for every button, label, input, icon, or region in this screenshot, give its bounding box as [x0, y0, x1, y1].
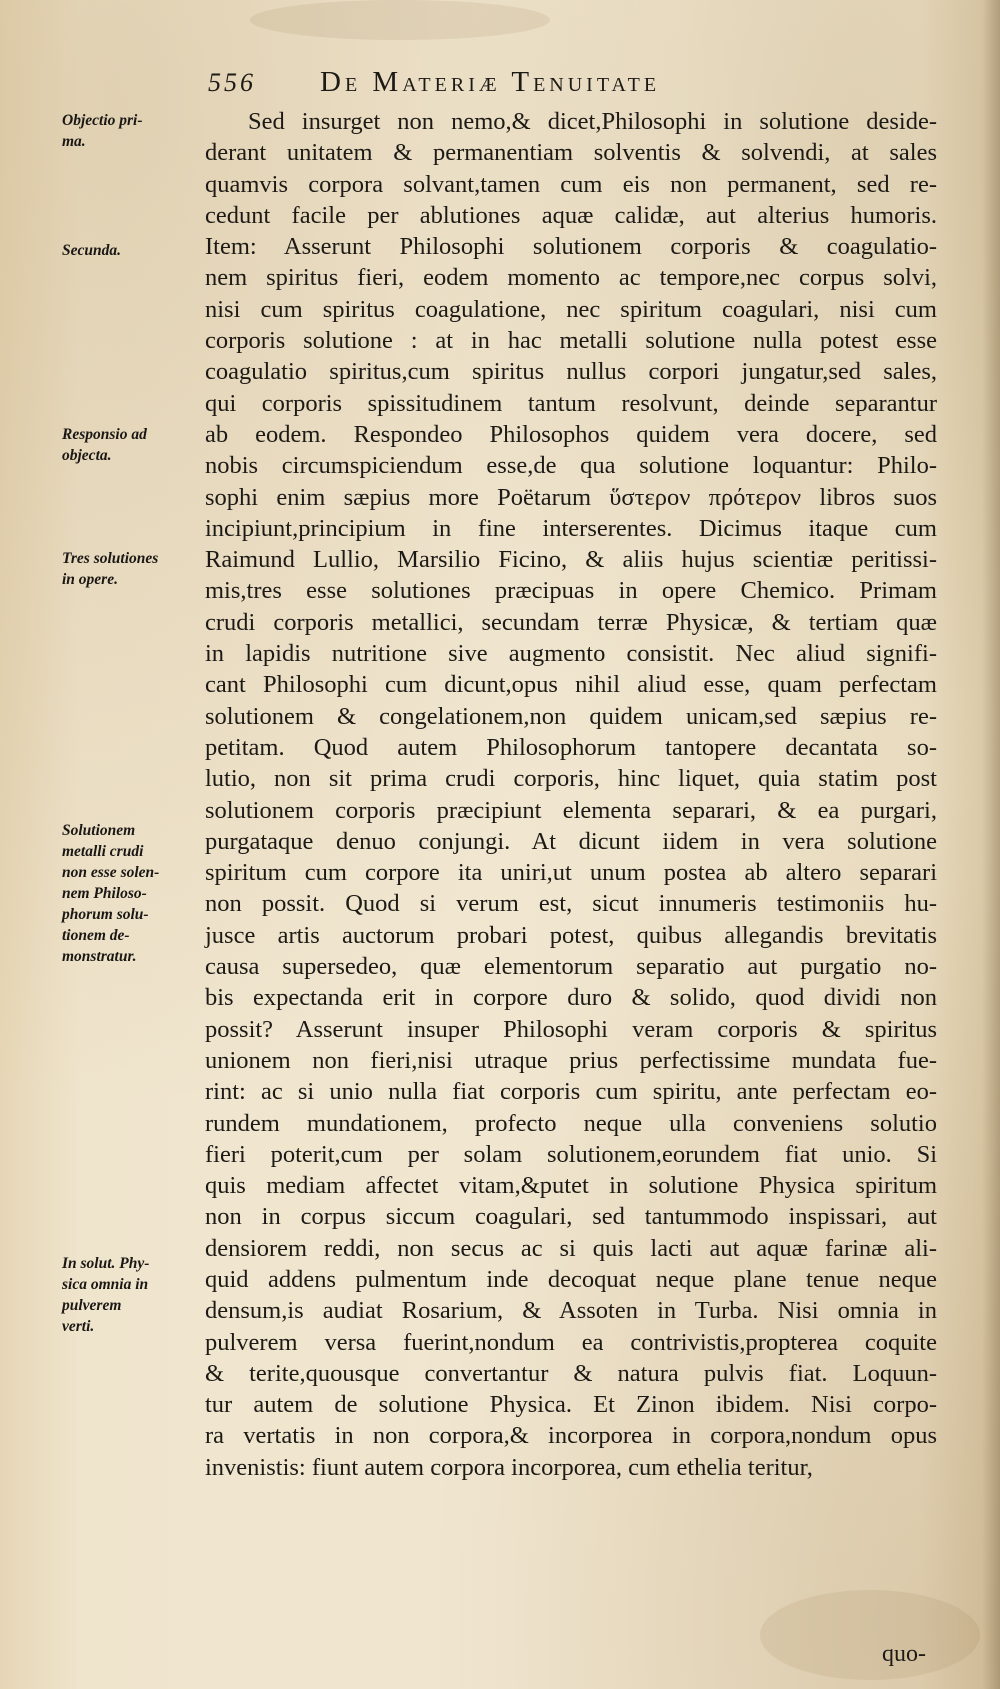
margin-note-line: Responsio ad — [62, 426, 147, 443]
text-line: mis,tres esse solutiones præcipuas in opere Chemico. Primam — [205, 577, 937, 605]
text-line: densum,is audiat Rosarium, & Assoten in Turba. Nisi omnia in — [205, 1297, 937, 1325]
text-line: Item: Asserunt Philosophi solutionem corporis & coagulatio- — [205, 233, 937, 261]
margin-note-line: nem Philoso- — [62, 885, 147, 902]
page-number: 556 — [208, 68, 256, 97]
text-line: quid addens pulmentum inde decoquat neque plane tenue neque — [205, 1265, 937, 1293]
margin-note-line: Secunda. — [62, 242, 121, 259]
margin-note-line: Solutionem — [62, 822, 136, 839]
text-line: unionem non fieri,nisi utraque prius perfectissime mundata fue- — [205, 1046, 937, 1074]
page-header — [208, 66, 828, 106]
text-line: ra vertatis in non corpora,& incorporea in corpora,nondum opus — [205, 1422, 937, 1450]
text-line: jusce artis auctorum probari potest, quibus allegandis brevitatis — [205, 921, 937, 949]
margin-note-line: phorum solu- — [62, 906, 149, 923]
margin-note-line: In solut. Phy- — [62, 1255, 150, 1272]
text-line: lutio, non sit prima crudi corporis, hinc liquet, quia statim post — [205, 765, 937, 793]
text-line: quamvis corpora solvant,tamen cum eis non permanent, sed re- — [205, 170, 937, 198]
text-line: derant unitatem & permanentiam solventis & solvendi, at sales — [205, 139, 937, 167]
running-title: De Materiæ Tenuitate — [320, 66, 661, 98]
margin-note-crude-metal — [62, 820, 198, 967]
text-line: & terite,quousque convertantur & natura pulvis fiat. Loquun- — [205, 1359, 937, 1387]
text-line: in lapidis nutritione sive augmento consistit. Nec aliud signifi- — [205, 640, 937, 668]
text-line: possit? Asserunt insuper Philosophi veram corporis & spiritus — [205, 1015, 937, 1043]
margin-note-second — [62, 240, 198, 261]
text-line: bis expectanda erit in corpore duro & solido, quod dividi non — [205, 984, 937, 1012]
text-line: pulverem versa fuerint,nondum ea contrivistis,propterea coquite — [205, 1328, 937, 1356]
margin-note-line: metalli crudi — [62, 843, 144, 860]
text-line: corporis solutione : at in hac metalli solutione nulla potest esse — [205, 327, 937, 355]
margin-note-line: sica omnia in — [62, 1276, 149, 1293]
text-line: spiritum cum corpore ita uniri,ut unum postea ab altero separari — [205, 859, 937, 887]
margin-note-line: monstratur. — [62, 948, 137, 965]
text-line: Sed insurget non nemo,& dicet,Philosophi in solutione deside- — [248, 108, 937, 135]
text-line: incipiunt,principium in fine interserentes. Dicimus itaque cum — [205, 514, 937, 542]
paper-stain — [760, 1590, 980, 1680]
main-text-block — [205, 106, 937, 1483]
text-line: nem spiritus fieri, eodem momento ac tempore,nec corpus solvi, — [205, 264, 937, 292]
text-line: fieri poterit,cum per solam solutionem,eorundem fiat unio. Si — [205, 1140, 937, 1168]
margin-note-line: Tres solutiones — [62, 550, 159, 567]
text-line: tur autem de solutione Physica. Et Zinon ibidem. Nisi corpo- — [205, 1391, 937, 1419]
text-line: quis mediam affectet vitam,&putet in solutione Physica spiritum — [205, 1172, 937, 1200]
margin-note-line: ma. — [62, 133, 86, 150]
text-line: non in corpus siccum coagulari, sed tantummodo inspissari, aut — [205, 1203, 937, 1231]
text-line: petitam. Quod autem Philosophorum tantopere decantata so- — [205, 733, 937, 761]
margin-note-line: pulverem — [62, 1297, 122, 1314]
text-line: sophi enim sæpius more Poëtarum ὕστερον πρότερον libros suos — [205, 483, 937, 511]
text-line: solutionem corporis præcipiunt elementa separari, & ea purgari, — [205, 796, 937, 824]
text-line: cant Philosophi cum dicunt,opus nihil aliud esse, quam perfectam — [205, 671, 937, 699]
text-line: purgataque denuo conjungi. At dicunt iidem in vera solutione — [205, 827, 937, 855]
margin-note-line: verti. — [62, 1318, 95, 1335]
text-line: densiorem reddi, non secus ac si quis lacti aut aquæ farinæ ali- — [205, 1234, 937, 1262]
margin-note-line: objecta. — [62, 447, 112, 464]
text-line: rint: ac si unio nulla fiat corporis cum spiritu, ante perfectam eo- — [205, 1078, 937, 1106]
margin-note-objection — [62, 110, 198, 152]
margin-note-line: tionem de- — [62, 927, 130, 944]
margin-note-line: Objectio pri- — [62, 112, 143, 129]
text-line: coagulatio spiritus,cum spiritus nullus corpori jungatur,sed sales, — [205, 358, 937, 386]
text-line: invenistis: fiunt autem corpora incorporea, cum ethelia teritur, — [205, 1453, 813, 1481]
page-edge-shadow — [982, 0, 1000, 1689]
catchword: quo- — [882, 1641, 926, 1667]
text-line: causa supersedeo, quæ elementorum separatio aut purgatio no- — [205, 953, 937, 981]
text-line: Raimund Lullio, Marsilio Ficino, & aliis hujus scientiæ peritissi- — [205, 546, 937, 574]
text-line: crudi corporis metallici, secundam terræ Physicæ, & tertiam quæ — [205, 608, 937, 636]
paper-stain — [250, 0, 550, 40]
text-line: non possit. Quod si verum est, sicut innumeris testimoniis hu- — [205, 890, 937, 918]
text-line: ab eodem. Respondeo Philosophos quidem vera docere, sed — [205, 420, 937, 448]
text-line: solutionem & congelationem,non quidem unicam,sed sæpius re- — [205, 702, 937, 730]
margin-note-three-solutions — [62, 548, 198, 590]
text-line: nobis circumspiciendum esse,de qua solutione loquantur: Philo- — [205, 452, 937, 480]
text-line: qui corporis spissitudinem tantum resolvunt, deinde separantur — [205, 389, 937, 417]
margin-note-response — [62, 424, 198, 466]
text-line: rundem mundationem, profecto neque ulla conveniens solutio — [205, 1109, 937, 1137]
margin-note-line: in opere. — [62, 571, 118, 588]
margin-note-physical-solution — [62, 1253, 198, 1337]
margin-note-line: non esse solen- — [62, 864, 160, 881]
text-line: nisi cum spiritus coagulatione, nec spiritum coagulari, nisi cum — [205, 295, 937, 323]
text-line: cedunt facile per ablutiones aquæ calidæ, aut alterius humoris. — [205, 201, 937, 229]
